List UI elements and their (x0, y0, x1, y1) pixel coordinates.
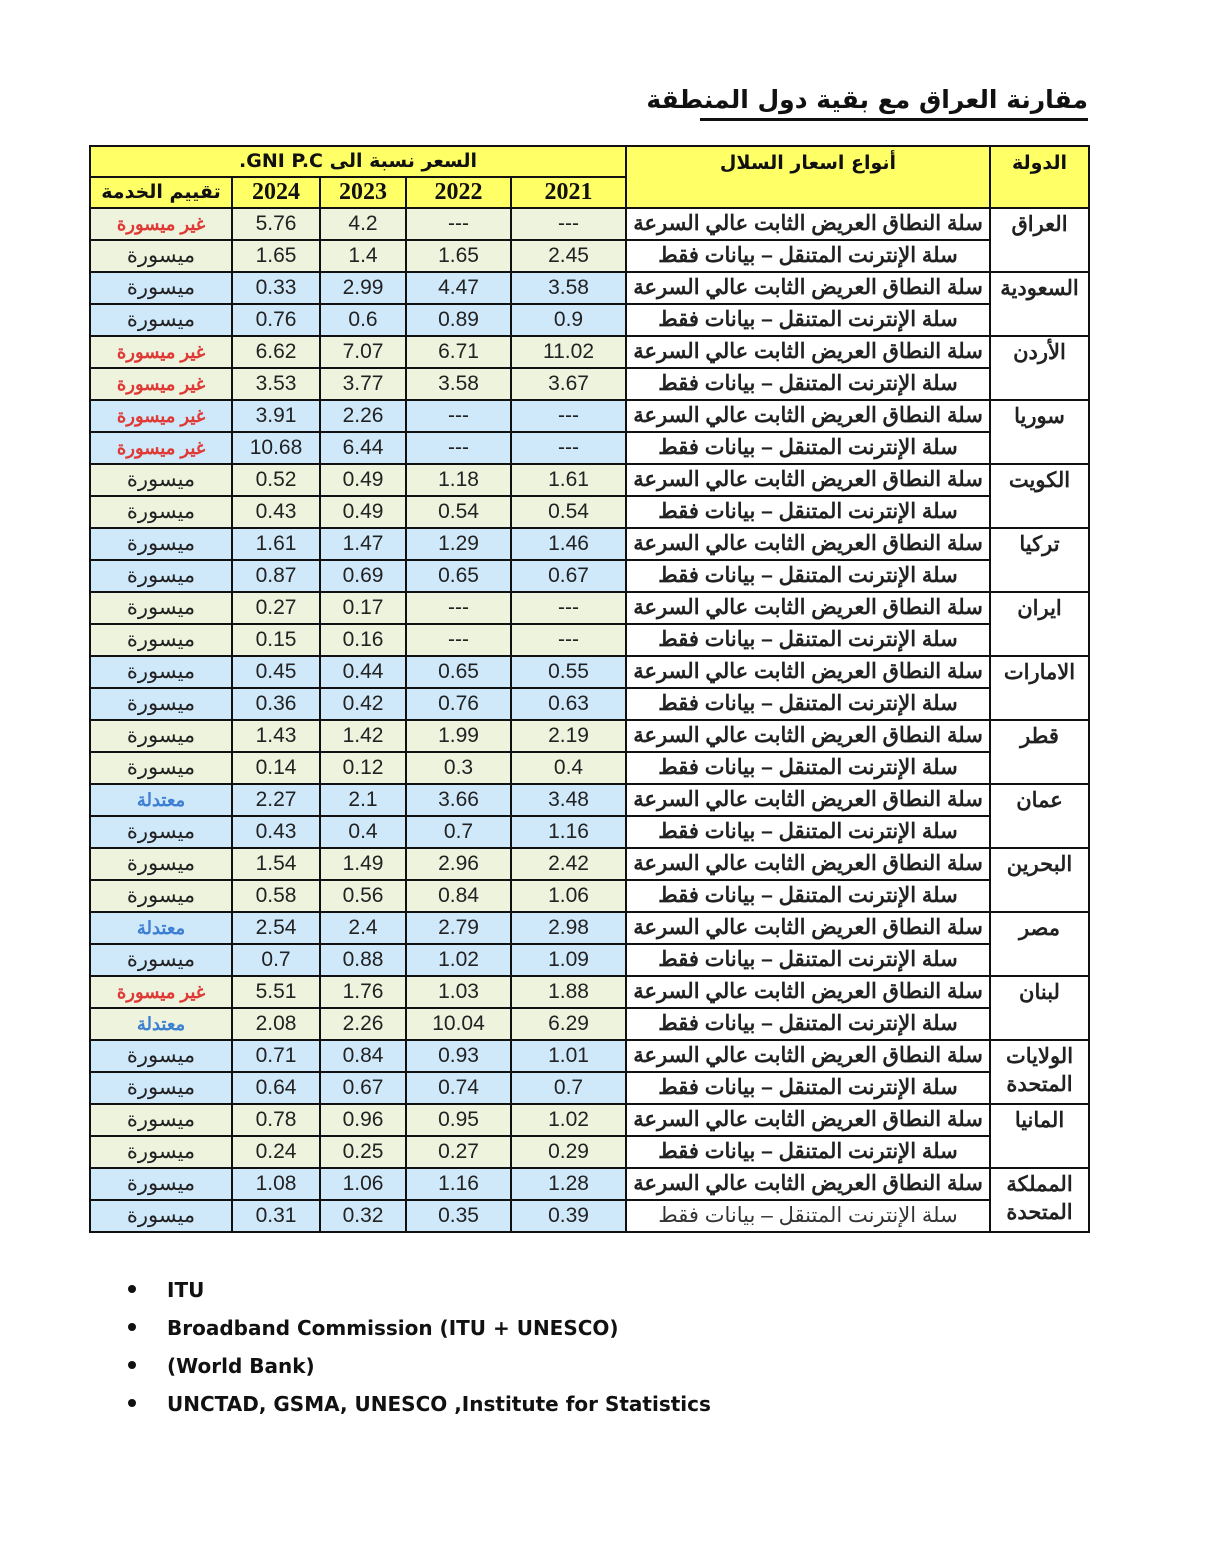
rating-cell: ميسورة (90, 1136, 232, 1168)
value-2022: 1.03 (406, 976, 511, 1008)
value-2022: 10.04 (406, 1008, 511, 1040)
table-row (90, 368, 1089, 400)
value-2022: 2.79 (406, 912, 511, 944)
value-2023: 2.4 (320, 912, 406, 944)
basket-type-cell: سلة النطاق العريض الثابت عالي السرعة (626, 336, 990, 368)
value-2024: 10.68 (232, 432, 320, 464)
basket-type-cell: سلة النطاق العريض الثابت عالي السرعة (626, 1040, 990, 1072)
table-row (90, 1008, 1089, 1040)
value-2022: 0.65 (406, 560, 511, 592)
value-2021: 6.29 (511, 1008, 626, 1040)
value-2021: 0.7 (511, 1072, 626, 1104)
value-2022: 0.35 (406, 1200, 511, 1232)
value-2021: 2.42 (511, 848, 626, 880)
value-2022: 0.3 (406, 752, 511, 784)
bullet-icon (128, 1361, 136, 1369)
table-row (90, 464, 1089, 496)
basket-type-cell: سلة النطاق العريض الثابت عالي السرعة (626, 784, 990, 816)
basket-type-cell: سلة النطاق العريض الثابت عالي السرعة (626, 464, 990, 496)
basket-type-cell: سلة الإنترنت المتنقل – بيانات فقط (626, 624, 990, 656)
basket-type-cell: سلة الإنترنت المتنقل – بيانات فقط (626, 880, 990, 912)
value-2024: 0.87 (232, 560, 320, 592)
rating-cell: ميسورة (90, 464, 232, 496)
value-2023: 4.2 (320, 208, 406, 240)
rating-cell: معتدلة (90, 912, 232, 944)
table-row (90, 752, 1089, 784)
basket-type-cell: سلة النطاق العريض الثابت عالي السرعة (626, 720, 990, 752)
value-2024: 2.54 (232, 912, 320, 944)
rating-cell: ميسورة (90, 656, 232, 688)
value-2022: 6.71 (406, 336, 511, 368)
value-2022: 0.74 (406, 1072, 511, 1104)
value-2022: 0.95 (406, 1104, 511, 1136)
table-row (90, 1072, 1089, 1104)
basket-type-cell: سلة النطاق العريض الثابت عالي السرعة (626, 976, 990, 1008)
value-2021: 11.02 (511, 336, 626, 368)
value-2022: 1.18 (406, 464, 511, 496)
value-2022: 0.84 (406, 880, 511, 912)
table-row (90, 432, 1089, 464)
value-2024: 0.71 (232, 1040, 320, 1072)
value-2022: 3.58 (406, 368, 511, 400)
basket-type-cell: سلة النطاق العريض الثابت عالي السرعة (626, 912, 990, 944)
value-2024: 0.15 (232, 624, 320, 656)
value-2023: 1.4 (320, 240, 406, 272)
value-2023: 2.99 (320, 272, 406, 304)
country-cell: الامارات (990, 656, 1089, 720)
table-row (90, 656, 1089, 688)
value-2024: 0.43 (232, 816, 320, 848)
basket-type-cell: سلة النطاق العريض الثابت عالي السرعة (626, 1168, 990, 1200)
value-2022: 0.65 (406, 656, 511, 688)
rating-cell: غير ميسورة (90, 336, 232, 368)
rating-cell: ميسورة (90, 496, 232, 528)
value-2022: --- (406, 432, 511, 464)
basket-type-cell: سلة النطاق العريض الثابت عالي السرعة (626, 656, 990, 688)
value-2024: 1.65 (232, 240, 320, 272)
rating-cell: غير ميسورة (90, 208, 232, 240)
value-2022: 1.29 (406, 528, 511, 560)
value-2021: --- (511, 432, 626, 464)
country-cell: قطر (990, 720, 1089, 784)
value-2023: 2.1 (320, 784, 406, 816)
table-row (90, 1200, 1089, 1232)
table-row (90, 688, 1089, 720)
value-2023: 0.44 (320, 656, 406, 688)
basket-type-cell: سلة الإنترنت المتنقل – بيانات فقط (626, 1136, 990, 1168)
source-text: UNCTAD, GSMA, UNESCO ,Institute for Statistics (167, 1392, 711, 1416)
rating-cell: ميسورة (90, 720, 232, 752)
value-2022: 1.16 (406, 1168, 511, 1200)
value-2023: 0.25 (320, 1136, 406, 1168)
basket-type-cell: سلة الإنترنت المتنقل – بيانات فقط (626, 432, 990, 464)
value-2022: 0.54 (406, 496, 511, 528)
rating-cell: ميسورة (90, 1168, 232, 1200)
table-row (90, 880, 1089, 912)
country-cell: البحرين (990, 848, 1089, 912)
table-row (90, 816, 1089, 848)
country-cell: تركيا (990, 528, 1089, 592)
rating-cell: ميسورة (90, 1104, 232, 1136)
value-2021: 0.55 (511, 656, 626, 688)
value-2024: 0.33 (232, 272, 320, 304)
value-2021: 0.4 (511, 752, 626, 784)
country-cell: الكويت (990, 464, 1089, 528)
basket-type-cell: سلة النطاق العريض الثابت عالي السرعة (626, 592, 990, 624)
value-2023: 0.42 (320, 688, 406, 720)
value-2021: 0.39 (511, 1200, 626, 1232)
value-2023: 6.44 (320, 432, 406, 464)
value-2023: 2.26 (320, 1008, 406, 1040)
value-2024: 0.52 (232, 464, 320, 496)
header-year-2021: 2021 (511, 177, 626, 208)
bullet-icon (128, 1285, 136, 1293)
country-cell: العراق (990, 208, 1089, 272)
value-2021: 1.06 (511, 880, 626, 912)
header-rating: تقييم الخدمة (90, 177, 232, 208)
bullet-icon (128, 1399, 136, 1407)
value-2021: 1.09 (511, 944, 626, 976)
value-2024: 2.08 (232, 1008, 320, 1040)
value-2024: 0.58 (232, 880, 320, 912)
basket-type-cell: سلة الإنترنت المتنقل – بيانات فقط (626, 560, 990, 592)
value-2022: 0.27 (406, 1136, 511, 1168)
value-2023: 1.42 (320, 720, 406, 752)
value-2024: 3.91 (232, 400, 320, 432)
value-2024: 1.54 (232, 848, 320, 880)
value-2021: --- (511, 400, 626, 432)
basket-type-cell: سلة الإنترنت المتنقل – بيانات فقط (626, 688, 990, 720)
value-2021: 1.88 (511, 976, 626, 1008)
value-2023: 0.16 (320, 624, 406, 656)
country-cell: ايران (990, 592, 1089, 656)
table-row (90, 240, 1089, 272)
source-item (128, 1310, 711, 1348)
rating-cell: ميسورة (90, 944, 232, 976)
table-row (90, 720, 1089, 752)
value-2021: 0.67 (511, 560, 626, 592)
value-2023: 0.69 (320, 560, 406, 592)
value-2021: 1.02 (511, 1104, 626, 1136)
country-cell: الأردن (990, 336, 1089, 400)
value-2023: 1.47 (320, 528, 406, 560)
source-text: ITU (167, 1278, 205, 1302)
value-2024: 0.27 (232, 592, 320, 624)
rating-cell: غير ميسورة (90, 400, 232, 432)
value-2022: 0.93 (406, 1040, 511, 1072)
value-2021: 2.45 (511, 240, 626, 272)
basket-type-cell: سلة الإنترنت المتنقل – بيانات فقط (626, 304, 990, 336)
value-2021: 0.54 (511, 496, 626, 528)
table-row (90, 1104, 1089, 1136)
rating-cell: ميسورة (90, 1200, 232, 1232)
country-cell: مصر (990, 912, 1089, 976)
value-2024: 0.24 (232, 1136, 320, 1168)
basket-type-cell: سلة النطاق العريض الثابت عالي السرعة (626, 1104, 990, 1136)
value-2022: --- (406, 400, 511, 432)
value-2023: 3.77 (320, 368, 406, 400)
value-2021: --- (511, 624, 626, 656)
value-2023: 0.56 (320, 880, 406, 912)
value-2024: 0.45 (232, 656, 320, 688)
value-2021: 3.48 (511, 784, 626, 816)
rating-cell: غير ميسورة (90, 976, 232, 1008)
value-2021: 3.58 (511, 272, 626, 304)
value-2023: 0.12 (320, 752, 406, 784)
value-2024: 1.08 (232, 1168, 320, 1200)
table-row (90, 944, 1089, 976)
value-2023: 1.49 (320, 848, 406, 880)
value-2023: 0.49 (320, 496, 406, 528)
value-2021: 2.19 (511, 720, 626, 752)
table-row (90, 1040, 1089, 1072)
header-price-group: السعر نسبة الى GNI P.C. (90, 146, 626, 177)
value-2024: 0.78 (232, 1104, 320, 1136)
value-2024: 5.51 (232, 976, 320, 1008)
value-2023: 0.88 (320, 944, 406, 976)
rating-cell: ميسورة (90, 528, 232, 560)
source-text: Broadband Commission (ITU + UNESCO) (167, 1316, 619, 1340)
value-2024: 0.43 (232, 496, 320, 528)
table-row (90, 304, 1089, 336)
table-row (90, 592, 1089, 624)
value-2021: 1.46 (511, 528, 626, 560)
rating-cell: ميسورة (90, 592, 232, 624)
basket-type-cell: سلة الإنترنت المتنقل – بيانات فقط (626, 752, 990, 784)
value-2023: 0.4 (320, 816, 406, 848)
basket-type-cell: سلة النطاق العريض الثابت عالي السرعة (626, 272, 990, 304)
header-year-2023: 2023 (320, 177, 406, 208)
basket-type-cell: سلة الإنترنت المتنقل – بيانات فقط (626, 368, 990, 400)
value-2023: 7.07 (320, 336, 406, 368)
rating-cell: ميسورة (90, 1072, 232, 1104)
basket-type-cell: سلة الإنترنت المتنقل – بيانات فقط (626, 816, 990, 848)
country-cell: المانيا (990, 1104, 1089, 1168)
value-2021: --- (511, 208, 626, 240)
value-2023: 0.67 (320, 1072, 406, 1104)
table-row (90, 400, 1089, 432)
value-2021: 1.16 (511, 816, 626, 848)
rating-cell: معتدلة (90, 784, 232, 816)
country-cell: عمان (990, 784, 1089, 848)
value-2022: --- (406, 624, 511, 656)
value-2021: 3.67 (511, 368, 626, 400)
value-2021: 0.29 (511, 1136, 626, 1168)
value-2023: 0.96 (320, 1104, 406, 1136)
value-2022: 0.76 (406, 688, 511, 720)
table-row (90, 848, 1089, 880)
value-2023: 0.17 (320, 592, 406, 624)
rating-cell: غير ميسورة (90, 432, 232, 464)
basket-type-cell: سلة النطاق العريض الثابت عالي السرعة (626, 208, 990, 240)
value-2022: 0.89 (406, 304, 511, 336)
value-2024: 2.27 (232, 784, 320, 816)
value-2021: 1.01 (511, 1040, 626, 1072)
page-title: مقارنة العراق مع بقية دول المنطقة (700, 82, 1088, 121)
rating-cell: معتدلة (90, 1008, 232, 1040)
value-2022: 3.66 (406, 784, 511, 816)
rating-cell: ميسورة (90, 1040, 232, 1072)
source-item (128, 1386, 711, 1424)
rating-cell: ميسورة (90, 880, 232, 912)
country-cell: الولايات المتحدة (990, 1040, 1089, 1104)
header-basket-types: أنواع اسعار السلال (626, 146, 990, 208)
value-2022: --- (406, 208, 511, 240)
basket-type-cell: سلة الإنترنت المتنقل – بيانات فقط (626, 1200, 990, 1232)
rating-cell: ميسورة (90, 688, 232, 720)
value-2022: 1.65 (406, 240, 511, 272)
value-2021: 2.98 (511, 912, 626, 944)
basket-type-cell: سلة الإنترنت المتنقل – بيانات فقط (626, 496, 990, 528)
country-cell: لبنان (990, 976, 1089, 1040)
rating-cell: ميسورة (90, 560, 232, 592)
table-row (90, 784, 1089, 816)
table-row (90, 912, 1089, 944)
basket-type-cell: سلة النطاق العريض الثابت عالي السرعة (626, 848, 990, 880)
basket-type-cell: سلة الإنترنت المتنقل – بيانات فقط (626, 1072, 990, 1104)
value-2023: 0.32 (320, 1200, 406, 1232)
value-2024: 1.61 (232, 528, 320, 560)
value-2022: 2.96 (406, 848, 511, 880)
value-2022: 0.7 (406, 816, 511, 848)
table-row (90, 624, 1089, 656)
value-2024: 0.14 (232, 752, 320, 784)
value-2021: 0.9 (511, 304, 626, 336)
country-cell: سوريا (990, 400, 1089, 464)
rating-cell: ميسورة (90, 816, 232, 848)
source-item (128, 1348, 711, 1386)
rating-cell: ميسورة (90, 752, 232, 784)
value-2024: 0.76 (232, 304, 320, 336)
table-row (90, 496, 1089, 528)
value-2022: 1.02 (406, 944, 511, 976)
value-2024: 0.31 (232, 1200, 320, 1232)
table-row (90, 976, 1089, 1008)
value-2024: 0.36 (232, 688, 320, 720)
basket-type-cell: سلة الإنترنت المتنقل – بيانات فقط (626, 944, 990, 976)
country-cell: السعودية (990, 272, 1089, 336)
rating-cell: ميسورة (90, 304, 232, 336)
table-row (90, 272, 1089, 304)
value-2024: 3.53 (232, 368, 320, 400)
rating-cell: ميسورة (90, 848, 232, 880)
table-row (90, 1136, 1089, 1168)
basket-type-cell: سلة النطاق العريض الثابت عالي السرعة (626, 400, 990, 432)
comparison-table (89, 145, 1090, 1233)
value-2024: 0.7 (232, 944, 320, 976)
value-2023: 1.06 (320, 1168, 406, 1200)
table-row (90, 560, 1089, 592)
value-2024: 1.43 (232, 720, 320, 752)
value-2023: 0.84 (320, 1040, 406, 1072)
source-text: (World Bank) (167, 1354, 315, 1378)
value-2023: 2.26 (320, 400, 406, 432)
value-2024: 5.76 (232, 208, 320, 240)
basket-type-cell: سلة النطاق العريض الثابت عالي السرعة (626, 528, 990, 560)
basket-type-cell: سلة الإنترنت المتنقل – بيانات فقط (626, 1008, 990, 1040)
value-2022: 4.47 (406, 272, 511, 304)
country-cell: المملكة المتحدة (990, 1168, 1089, 1232)
table-row (90, 528, 1089, 560)
header-year-2024: 2024 (232, 177, 320, 208)
value-2021: 1.61 (511, 464, 626, 496)
header-country: الدولة (990, 146, 1089, 208)
value-2021: 1.28 (511, 1168, 626, 1200)
value-2023: 0.6 (320, 304, 406, 336)
value-2021: --- (511, 592, 626, 624)
value-2023: 0.49 (320, 464, 406, 496)
table-row (90, 1168, 1089, 1200)
rating-cell: ميسورة (90, 272, 232, 304)
basket-type-cell: سلة الإنترنت المتنقل – بيانات فقط (626, 240, 990, 272)
value-2022: --- (406, 592, 511, 624)
header-row-top (90, 146, 1089, 177)
source-item (128, 1272, 711, 1310)
bullet-icon (128, 1323, 136, 1331)
rating-cell: ميسورة (90, 624, 232, 656)
table-row (90, 336, 1089, 368)
header-year-2022: 2022 (406, 177, 511, 208)
value-2024: 6.62 (232, 336, 320, 368)
rating-cell: ميسورة (90, 240, 232, 272)
rating-cell: غير ميسورة (90, 368, 232, 400)
sources-list (128, 1272, 711, 1424)
value-2023: 1.76 (320, 976, 406, 1008)
value-2021: 0.63 (511, 688, 626, 720)
table-row (90, 208, 1089, 240)
value-2024: 0.64 (232, 1072, 320, 1104)
value-2022: 1.99 (406, 720, 511, 752)
